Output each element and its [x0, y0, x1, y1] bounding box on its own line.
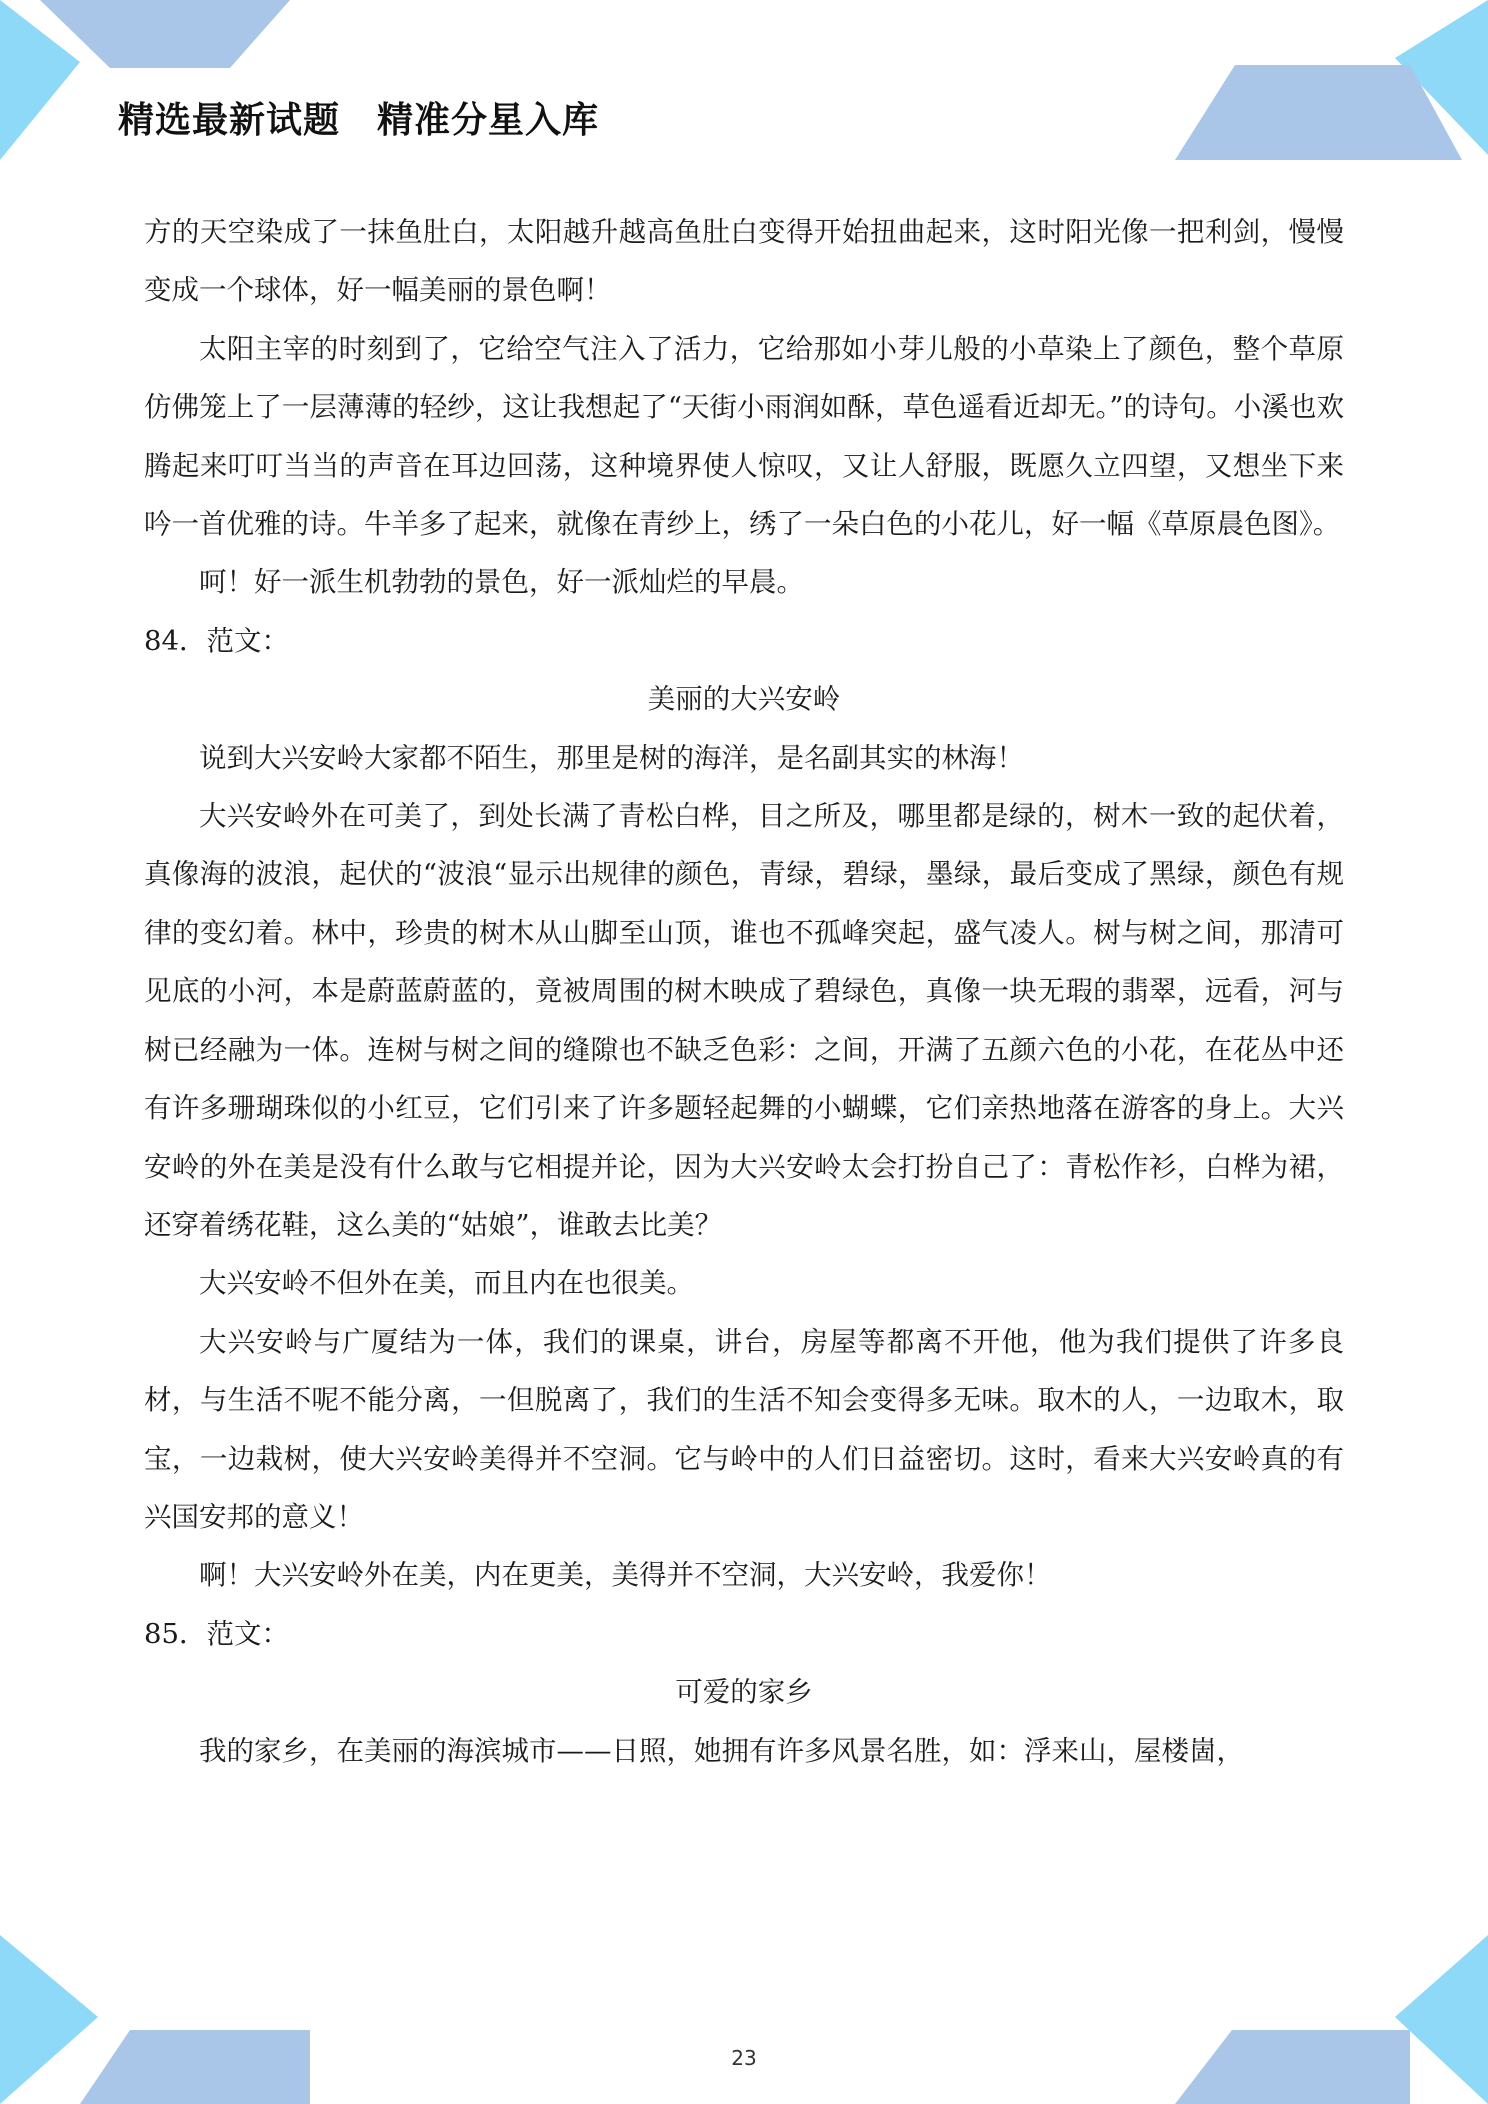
corner-trapezoid-top-left: [40, 0, 290, 68]
paragraph: 方的天空染成了一抹鱼肚白，太阳越升越高鱼肚白变得开始扭曲起来，这时阳光像一把利剑，慢慢变成一个球体，好一幅美丽的景色啊！: [144, 216, 1344, 307]
header-title: 精选最新试题 精准分星入库: [118, 100, 600, 141]
paragraph: 呵！好一派生机勃勃的景色，好一派灿烂的早晨。: [199, 566, 804, 599]
essay-title: 可爱的家乡: [675, 1676, 813, 1709]
document-body: [144, 203, 1344, 1780]
corner-triangle-bottom-left: [0, 1935, 98, 2104]
section-number: 85．范文：: [144, 1617, 289, 1650]
paragraph: 大兴安岭外在可美了，到处长满了青松白桦，目之所及，哪里都是绿的，树木一致的起伏着，真像海的波浪，起伏的“波浪“显示出规律的颜色，青绿，碧绿，墨绿，最后变成了黑绿，颜色有规律的变幻着。林中，珍贵的树木从山脚至山顶，谁也不孤峰突起，盛气凌人。树与树之间，那清可见底的小河，本是蔚蓝蔚蓝的，竟被周围的树木映成了碧绿色，真像一块无瑕的翡翠，远看，河与树已经融为一体。连树与树之间的缝隙也不缺乏色彩：之间，开满了五颜六色的小花，在花丛中还有许多珊瑚珠似的小红豆，它们引来了许多题轻起舞的小蝴蝶，它们亲热地落在游客的身上。大兴安岭的外在美是没有什么敢与它相提并论，因为大兴安岭太会打扮自己了：青松作衫，白桦为裙，还穿着绣花鞋，这么美的“姑娘”，谁敢去比美？: [144, 800, 1344, 1241]
section-number: 84．范文：: [144, 624, 289, 657]
paragraph: 啊！大兴安岭外在美，内在更美，美得并不空洞，大兴安岭，我爱你！: [199, 1559, 1052, 1592]
essay-title: 美丽的大兴安岭: [647, 683, 841, 716]
page-number: 23: [731, 2046, 757, 2070]
paragraph: 说到大兴安岭大家都不陌生，那里是树的海洋，是名副其实的林海！: [199, 741, 1024, 774]
paragraph: 我的家乡，在美丽的海滨城市——日照，她拥有许多风景名胜，如：浮来山，屋楼崮，: [199, 1734, 1244, 1767]
paragraph: 太阳主宰的时刻到了，它给空气注入了活力，它给那如小芽儿般的小草染上了颜色，整个草原仿佛笼上了一层薄薄的轻纱，这让我想起了“天街小雨润如酥，草色遥看近却无。”的诗句。小溪也欢腾起来叮叮当当的声音在耳边回荡，这种境界使人惊叹，又让人舒服，既愿久立四望，又想坐下来吟一首优雅的诗。牛羊多了起来，就像在青纱上，绣了一朵白色的小花儿，好一幅《草原晨色图》。: [144, 332, 1344, 541]
paragraph: 大兴安岭不但外在美，而且内在也很美。: [199, 1267, 694, 1300]
paragraph: 大兴安岭与广厦结为一体，我们的课桌，讲台，房屋等都离不开他，他为我们提供了许多良材，与生活不呢不能分离，一但脱离了，我们的生活不知会变得多无味。取木的人，一边取木，取宝，一边栽树，使大兴安岭美得并不空洞。它与岭中的人们日益密切。这时，看来大兴安岭真的有兴国安邦的意义！: [144, 1325, 1344, 1533]
